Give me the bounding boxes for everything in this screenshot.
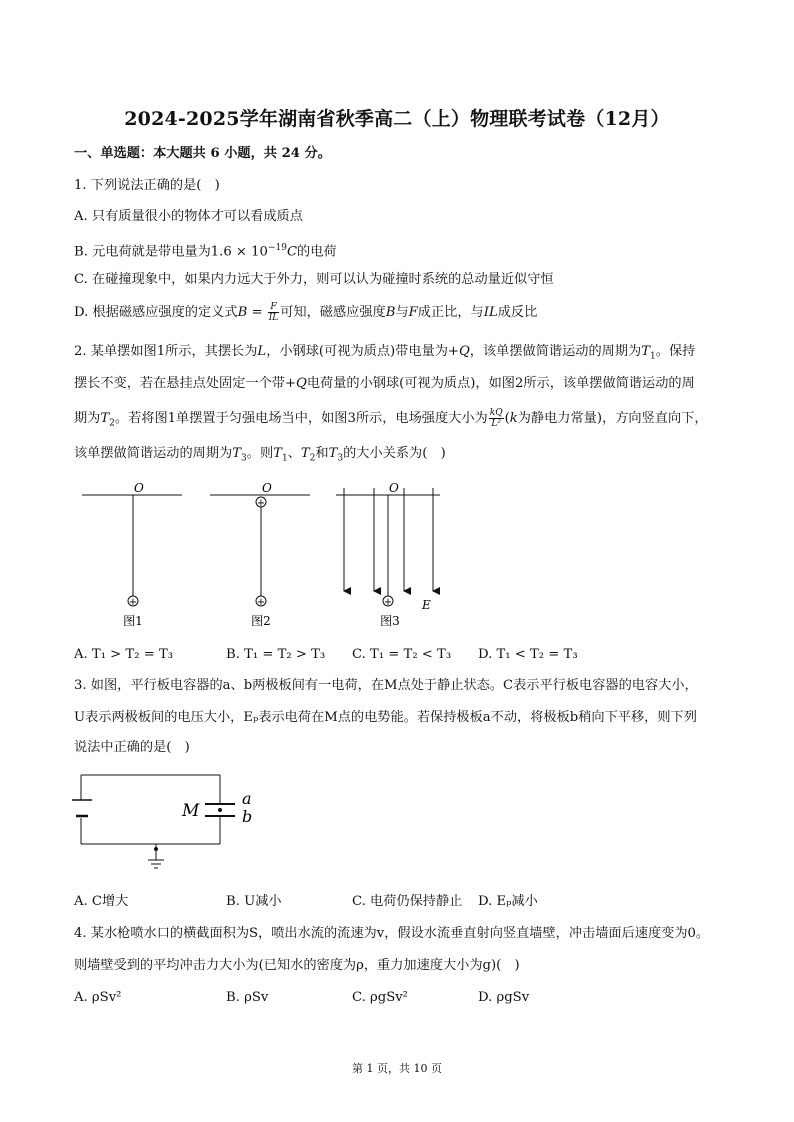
q2-option-c: C. T₁ = T₂ < T₃ [352, 647, 452, 662]
q1-option-c: C. 在碰撞现象中，如果内力远大于外力，则可以认为碰撞时系统的总动量近似守恒 [74, 272, 554, 287]
q4-option-b: B. ρSv [226, 990, 269, 1005]
section-header: 一、单选题：本大题共 6 小题，共 24 分。 [74, 146, 331, 161]
q3-option-c: C. 电荷仍保持静止 [352, 894, 463, 909]
q2-line-3: 期为$T_2$。若将图1单摆置于匀强电场当中，如图3所示，电场强度大小为 $\frac{kQ}{\text{L²}}$ (k为静电力常量)，方向竖直向下， [74, 408, 708, 429]
q1-option-b: B. 元电荷就是带电量为$1.6 \times 10^{-19}C$的电荷 [74, 243, 337, 260]
figure-1-label: 图1 [123, 614, 143, 628]
q4-option-a: A. ρSv² [74, 990, 122, 1005]
q2-line-4: 该单摆做简谐运动的周期为$T_3$。则$T_1$、$T_2$和$T_3$的大小关系为( ) [74, 446, 446, 464]
q4-line-1: 4. 某水枪喷水口的横截面积为S，喷出水流的流速为v，假设水流垂直射向竖直墙壁，冲击墙面后速度变为0。 [74, 926, 710, 941]
q2-figures [70, 474, 470, 634]
q4-line-2: 则墙壁受到的平均冲击力大小为(已知水的密度为ρ，重力加速度大小为g)( ) [74, 958, 520, 973]
svg-text:+: + [256, 597, 266, 608]
q3-line-3: 说法中正确的是( ) [74, 740, 190, 755]
figure-2-label: 图2 [251, 614, 271, 628]
q3-option-d: D. Eₚ减小 [478, 894, 538, 909]
charge-dot [218, 808, 222, 812]
q2-option-a: A. T₁ > T₂ = T₃ [74, 647, 174, 662]
q1-stem: 1. 下列说法正确的是( ) [74, 178, 220, 193]
page-title: 2024-2025学年湖南省秋季高二（上）物理联考试卷（12月） [124, 108, 670, 130]
figure-1-pendulum [82, 481, 182, 628]
q2-line-1: 2. 某单摆如图1所示，其摆长为L，小钢球(可视为质点)带电量为+Q，该单摆做简谐运动的周期为$T_1$。保持 [74, 344, 696, 362]
q3-line-2: U表示两极板间的电压大小，Eₚ表示电荷在M点的电势能。若保持极板a不动，将极板b稍向下平移，则下列 [74, 710, 697, 725]
q3-line-1: 3. 如图，平行板电容器的a、b两极板间有一电荷，在M点处于静止状态。C表示平行板电容器的电容大小， [74, 678, 698, 693]
svg-text:b: b [242, 807, 253, 826]
q1-option-d: D. 根据磁感应强度的定义式B = $\frac{F}{IL}$ 可知，磁感应强度B与F成正比，与IL成反比 [74, 302, 538, 323]
svg-text:O: O [389, 481, 399, 495]
figure-2-pendulum [210, 481, 310, 628]
svg-text:+: + [256, 498, 266, 509]
q4-option-c: C. ρgSv² [352, 990, 408, 1005]
figure-3-label: 图3 [380, 614, 400, 628]
figure-3-pendulum-in-field [336, 481, 440, 628]
svg-text:O: O [262, 481, 272, 495]
q2-option-b: B. T₁ = T₂ > T₃ [226, 647, 326, 662]
svg-text:O: O [134, 481, 144, 495]
q2-option-d: D. T₁ < T₂ = T₃ [478, 647, 578, 662]
q4-option-d: D. ρgSv [478, 990, 530, 1005]
svg-text:M: M [182, 801, 200, 821]
svg-text:E: E [422, 598, 431, 612]
svg-text:a: a [242, 789, 252, 808]
q3-option-b: B. U减小 [226, 894, 282, 909]
q3-option-a: A. C增大 [74, 894, 129, 909]
q3-capacitor-circuit [70, 764, 270, 884]
q1-option-a: A. 只有质量很小的物体才可以看成质点 [74, 209, 303, 224]
svg-text:+: + [383, 597, 393, 608]
svg-text:+: + [128, 597, 138, 608]
page-footer: 第 1 页，共 10 页 [352, 1062, 442, 1075]
q2-line-2: 摆长不变，若在悬挂点处固定一个带+Q电荷量的小钢球(可视为质点)，如图2所示，该单摆做简谐运动的周 [74, 376, 695, 391]
